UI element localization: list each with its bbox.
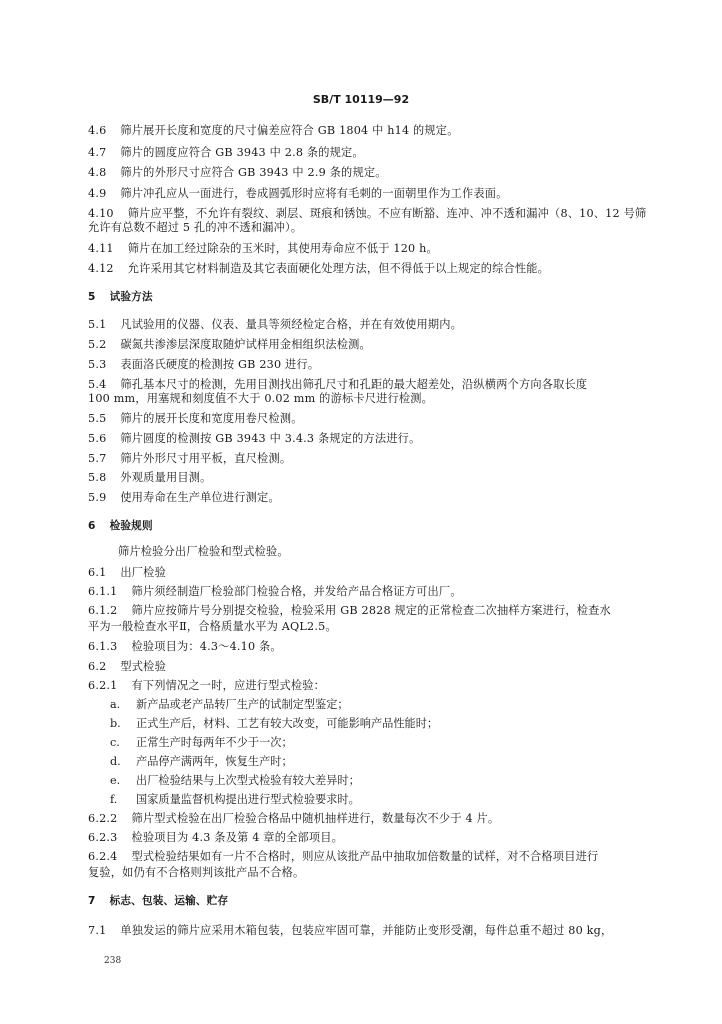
clause-text: 复验，如仍有不合格则判该批产品不合格。 bbox=[88, 866, 305, 879]
clause-5-4 bbox=[88, 378, 658, 392]
clause-text: 筛片圆度的检测按 GB 3943 中 3.4.3 条规定的方法进行。 bbox=[120, 432, 421, 445]
running-header: SB/T 10119—92 bbox=[312, 93, 410, 106]
clause-text: 筛片冲孔应从一面进行，卷成圆弧形时应将有毛刺的一面朝里作为工作表面。 bbox=[120, 187, 508, 200]
section-number: 6 bbox=[88, 520, 96, 532]
list-marker: e. bbox=[110, 774, 121, 787]
clause-text: 100 mm，用塞规和刻度值不大于 0.02 mm 的游标卡尺进行检测。 bbox=[88, 392, 434, 405]
clause-continuation bbox=[88, 392, 658, 406]
clause-continuation bbox=[88, 866, 658, 880]
clause-6-1 bbox=[88, 566, 658, 580]
clause-number: 4.8 bbox=[88, 166, 107, 179]
clause-6-1-3 bbox=[88, 640, 658, 654]
clause-text: 单独发运的筛片应采用木箱包装，包装应牢固可靠，并能防止变形受潮，每件总重不超过 80 kg， bbox=[120, 924, 613, 937]
clause-continuation bbox=[88, 221, 658, 235]
clause-number: 6.2.3 bbox=[88, 831, 118, 844]
clause-4-11 bbox=[88, 242, 658, 256]
clause-text: 出厂检验 bbox=[120, 566, 166, 579]
section-title: 试验方法 bbox=[109, 291, 153, 303]
clause-text: 有下列情况之一时，应进行型式检验： bbox=[131, 679, 326, 692]
clause-6-2-1 bbox=[88, 679, 658, 693]
clause-text: 平为一般检查水平Ⅱ，合格质量水平为 AQL2.5。 bbox=[88, 620, 337, 633]
clause-text: 筛片型式检验在出厂检验合格品中随机抽样进行，数量每次不少于 4 片。 bbox=[131, 812, 500, 825]
list-marker: f. bbox=[110, 793, 118, 806]
clause-continuation bbox=[88, 620, 658, 634]
clause-5-8 bbox=[88, 471, 658, 485]
list-item-f bbox=[110, 793, 360, 807]
clause-5-7 bbox=[88, 452, 658, 466]
clause-number: 4.10 bbox=[88, 207, 114, 220]
clause-5-9 bbox=[88, 491, 658, 505]
list-text: 国家质量监督机构提出进行型式检验要求时。 bbox=[136, 793, 360, 806]
clause-number: 6.2.4 bbox=[88, 850, 118, 863]
section-title: 检验规则 bbox=[109, 520, 153, 532]
clause-text: 筛孔基本尺寸的检测，先用目测找出筛孔尺寸和孔距的最大超差处，沿纵横两个方向各取长度 bbox=[120, 378, 588, 391]
clause-text: 筛片外形尺寸用平板，直尺检测。 bbox=[120, 452, 292, 465]
clause-number: 5.4 bbox=[88, 378, 107, 391]
list-item-d bbox=[110, 755, 293, 769]
clause-text: 筛片的圆度应符合 GB 3943 中 2.8 条的规定。 bbox=[120, 146, 364, 159]
clause-4-10 bbox=[88, 207, 658, 221]
clause-text: 筛片应平整，不允许有裂纹、剥层、斑痕和锈蚀。不应有断豁、连冲、冲不透和漏冲（8、10、12 号筛 bbox=[127, 207, 647, 220]
clause-text: 外观质量用目测。 bbox=[120, 471, 212, 484]
list-item-c bbox=[110, 736, 293, 750]
section-heading-7 bbox=[88, 894, 658, 908]
clause-number: 5.8 bbox=[88, 471, 107, 484]
clause-number: 5.9 bbox=[88, 491, 107, 504]
list-text: 正常生产时每两年不少于一次； bbox=[136, 736, 293, 749]
list-item-e bbox=[110, 774, 360, 788]
list-item-b bbox=[110, 717, 438, 731]
clause-text: 筛片展开长度和宽度的尺寸偏差应符合 GB 1804 中 h14 的规定。 bbox=[120, 124, 459, 137]
clause-6-2-3 bbox=[88, 831, 658, 845]
section-number: 5 bbox=[88, 291, 96, 303]
intro-paragraph bbox=[118, 545, 688, 559]
clause-7-1 bbox=[88, 924, 658, 938]
clause-text: 检验项目为 4.3 条及第 4 章的全部项目。 bbox=[131, 831, 344, 844]
clause-text: 型式检验结果如有一片不合格时，则应从该批产品中抽取加倍数量的试样，对不合格项目进行 bbox=[131, 850, 599, 863]
clause-6-1-1 bbox=[88, 585, 658, 599]
clause-number: 5.3 bbox=[88, 358, 107, 371]
clause-4-9 bbox=[88, 187, 658, 201]
clause-text: 允许有总数不超过 5 孔的冲不透和漏冲）。 bbox=[88, 221, 303, 234]
clause-6-1-2 bbox=[88, 604, 658, 618]
clause-number: 6.2.1 bbox=[88, 679, 118, 692]
clause-5-2 bbox=[88, 338, 658, 352]
clause-number: 4.11 bbox=[88, 242, 114, 255]
list-marker: a. bbox=[110, 698, 121, 711]
section-heading-6 bbox=[88, 519, 658, 533]
clause-5-6 bbox=[88, 432, 658, 446]
list-text: 正式生产后，材料、工艺有较大改变，可能影响产品性能时； bbox=[136, 717, 439, 730]
section-title: 标志、包装、运输、贮存 bbox=[109, 895, 229, 907]
clause-text: 检验项目为：4.3～4.10 条。 bbox=[131, 640, 282, 653]
clause-text: 筛片检验分出厂检验和型式检验。 bbox=[118, 545, 289, 558]
clause-number: 4.7 bbox=[88, 146, 107, 159]
clause-text: 型式检验 bbox=[120, 660, 166, 673]
list-text: 新产品或老产品转厂生产的试制定型鉴定； bbox=[136, 698, 349, 711]
clause-text: 表面洛氏硬度的检测按 GB 230 进行。 bbox=[120, 358, 320, 371]
clause-number: 5.5 bbox=[88, 412, 107, 425]
clause-number: 6.2 bbox=[88, 660, 107, 673]
clause-number: 6.1 bbox=[88, 566, 107, 579]
clause-text: 筛片的外形尺寸应符合 GB 3943 中 2.9 条的规定。 bbox=[120, 166, 387, 179]
clause-text: 允许采用其它材料制造及其它表面硬化处理方法，但不得低于以上规定的综合性能。 bbox=[127, 262, 550, 275]
clause-4-8 bbox=[88, 166, 658, 180]
clause-5-1 bbox=[88, 318, 658, 332]
clause-number: 5.2 bbox=[88, 338, 107, 351]
clause-text: 凡试验用的仪器、仪表、量具等须经检定合格，并在有效使用期内。 bbox=[120, 318, 463, 331]
clause-number: 6.1.1 bbox=[88, 585, 118, 598]
clause-number: 5.1 bbox=[88, 318, 107, 331]
clause-4-12 bbox=[88, 262, 658, 276]
clause-number: 7.1 bbox=[88, 924, 107, 937]
clause-text: 筛片须经制造厂检验部门检验合格，并发给产品合格证方可出厂。 bbox=[131, 585, 462, 598]
clause-text: 使用寿命在生产单位进行测定。 bbox=[120, 491, 280, 504]
section-heading-5 bbox=[88, 290, 658, 304]
list-text: 出厂检验结果与上次型式检验有较大差异时； bbox=[136, 774, 360, 787]
list-marker: c. bbox=[110, 736, 120, 749]
clause-number: 4.12 bbox=[88, 262, 114, 275]
clause-number: 5.7 bbox=[88, 452, 107, 465]
list-text: 产品停产满两年，恢复生产时； bbox=[136, 755, 293, 768]
clause-number: 4.6 bbox=[88, 124, 107, 137]
clause-6-2-2 bbox=[88, 812, 658, 826]
list-marker: d. bbox=[110, 755, 121, 768]
clause-6-2 bbox=[88, 660, 658, 674]
clause-5-3 bbox=[88, 358, 658, 372]
clause-5-5 bbox=[88, 412, 658, 426]
list-item-a bbox=[110, 698, 349, 712]
clause-4-6 bbox=[88, 124, 658, 138]
clause-number: 6.2.2 bbox=[88, 812, 118, 825]
clause-text: 筛片的展开长度和宽度用卷尺检测。 bbox=[120, 412, 303, 425]
clause-text: 碳氮共渗渗层深度取随炉试样用金相组织法检测。 bbox=[120, 338, 371, 351]
clause-number: 6.1.3 bbox=[88, 640, 118, 653]
clause-4-7 bbox=[88, 146, 658, 160]
clause-text: 筛片在加工经过除杂的玉米时，其使用寿命应不低于 120 h。 bbox=[127, 242, 438, 255]
section-number: 7 bbox=[88, 895, 96, 907]
clause-6-2-4 bbox=[88, 850, 658, 864]
clause-number: 4.9 bbox=[88, 187, 107, 200]
page-number: 238 bbox=[104, 956, 122, 966]
clause-number: 6.1.2 bbox=[88, 604, 118, 617]
list-marker: b. bbox=[110, 717, 121, 730]
clause-number: 5.6 bbox=[88, 432, 107, 445]
clause-text: 筛片应按筛片号分别提交检验，检验采用 GB 2828 规定的正常检查二次抽样方案进行，检查水 bbox=[131, 604, 611, 617]
